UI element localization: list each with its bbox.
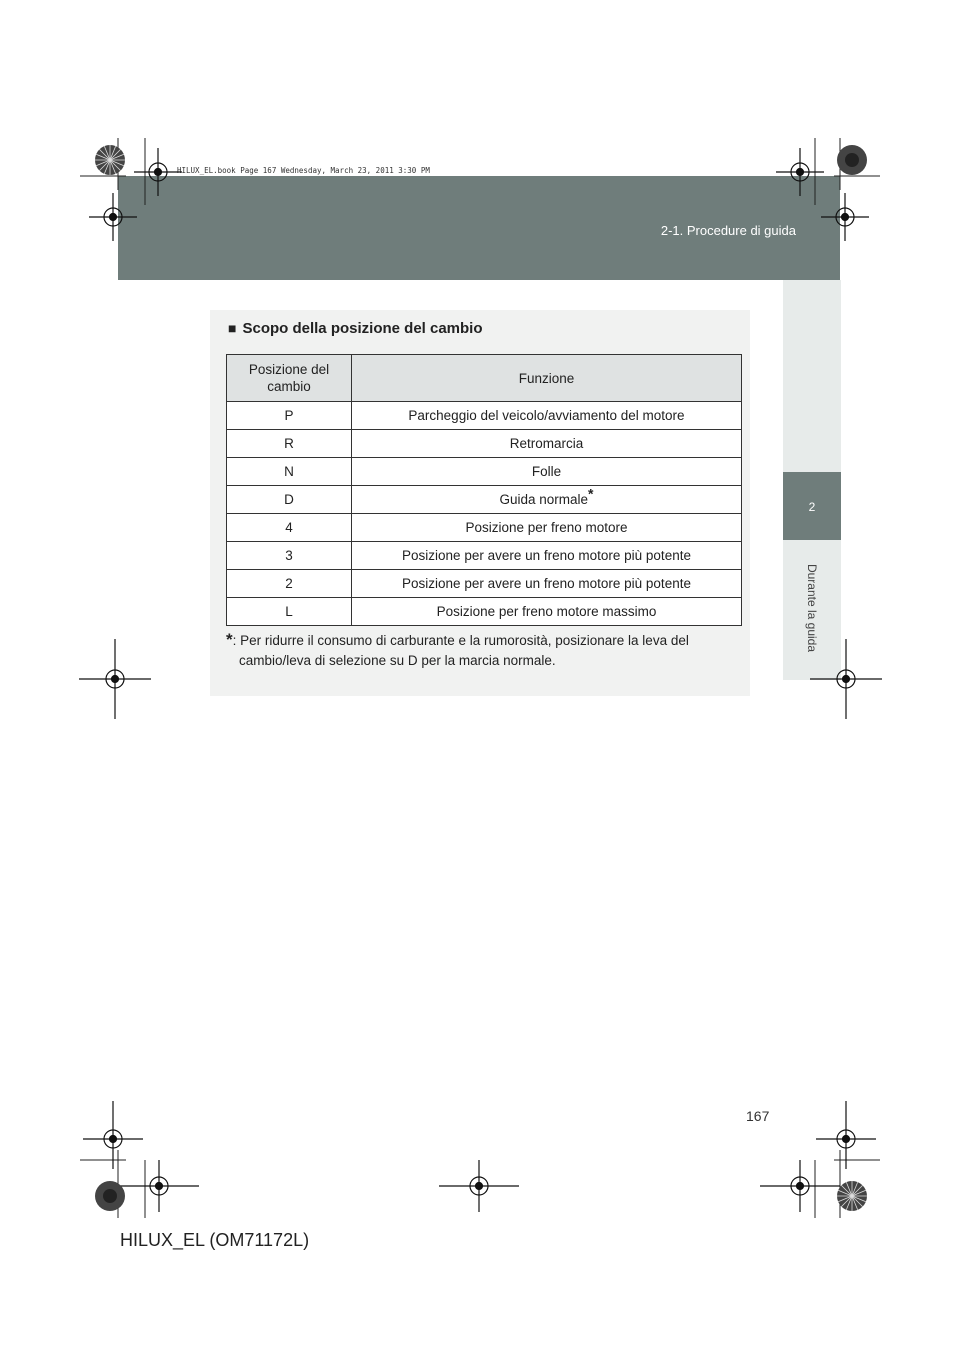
cell-position: R bbox=[227, 430, 352, 458]
side-tab-upper bbox=[783, 280, 841, 472]
footnote-reference: * bbox=[588, 485, 594, 502]
cell-function: Retromarcia bbox=[352, 430, 742, 458]
content-box bbox=[210, 310, 750, 696]
cell-position: P bbox=[227, 402, 352, 430]
column-header-position: Posizione del cambio bbox=[227, 355, 352, 402]
footer-model-code: HILUX_EL (OM71172L) bbox=[120, 1230, 310, 1250]
section-title bbox=[228, 320, 483, 337]
cell-function: Posizione per freno motore massimo bbox=[352, 598, 742, 626]
footnote-mark: * bbox=[226, 630, 233, 649]
cell-function bbox=[352, 486, 742, 514]
cell-position: N bbox=[227, 458, 352, 486]
footnote bbox=[226, 630, 751, 671]
gear-position-table bbox=[226, 354, 742, 626]
table-row bbox=[227, 542, 742, 570]
cell-function: Parcheggio del veicolo/avviamento del motore bbox=[352, 402, 742, 430]
table-row bbox=[227, 514, 742, 542]
chapter-tab bbox=[783, 472, 841, 540]
book-stamp: HILUX_EL.book Page 167 Wednesday, March 23, 2011 3:30 PM bbox=[177, 166, 430, 175]
cell-position: L bbox=[227, 598, 352, 626]
table-row bbox=[227, 570, 742, 598]
page-number: 167 bbox=[746, 1108, 770, 1124]
column-header-function: Funzione bbox=[352, 355, 742, 402]
cell-position: D bbox=[227, 486, 352, 514]
table-row bbox=[227, 458, 742, 486]
cell-function: Folle bbox=[352, 458, 742, 486]
footnote-text: : Per ridurre il consumo di carburante e la rumorosità, posizionare la leva del cambio/leva di selezione su D per la marcia normale. bbox=[232, 633, 689, 668]
cell-function: Posizione per avere un freno motore più potente bbox=[352, 570, 742, 598]
table-header-row bbox=[227, 355, 742, 402]
table-row bbox=[227, 430, 742, 458]
header-section-title: 2-1. Procedure di guida bbox=[660, 223, 796, 238]
cell-function-text: Guida normale bbox=[499, 492, 589, 507]
cell-position: 2 bbox=[227, 570, 352, 598]
cell-position: 4 bbox=[227, 514, 352, 542]
header-band bbox=[118, 176, 840, 280]
cell-position: 3 bbox=[227, 542, 352, 570]
cell-function: Posizione per avere un freno motore più potente bbox=[352, 542, 742, 570]
table-row bbox=[227, 486, 742, 514]
section-title-text: Scopo della posizione del cambio bbox=[242, 320, 483, 337]
square-bullet-icon: ■ bbox=[228, 320, 237, 336]
table-row bbox=[227, 598, 742, 626]
chapter-label: Durante la guida bbox=[805, 563, 819, 653]
table-row bbox=[227, 402, 742, 430]
chapter-number: 2 bbox=[808, 500, 816, 514]
cell-function: Posizione per freno motore bbox=[352, 514, 742, 542]
